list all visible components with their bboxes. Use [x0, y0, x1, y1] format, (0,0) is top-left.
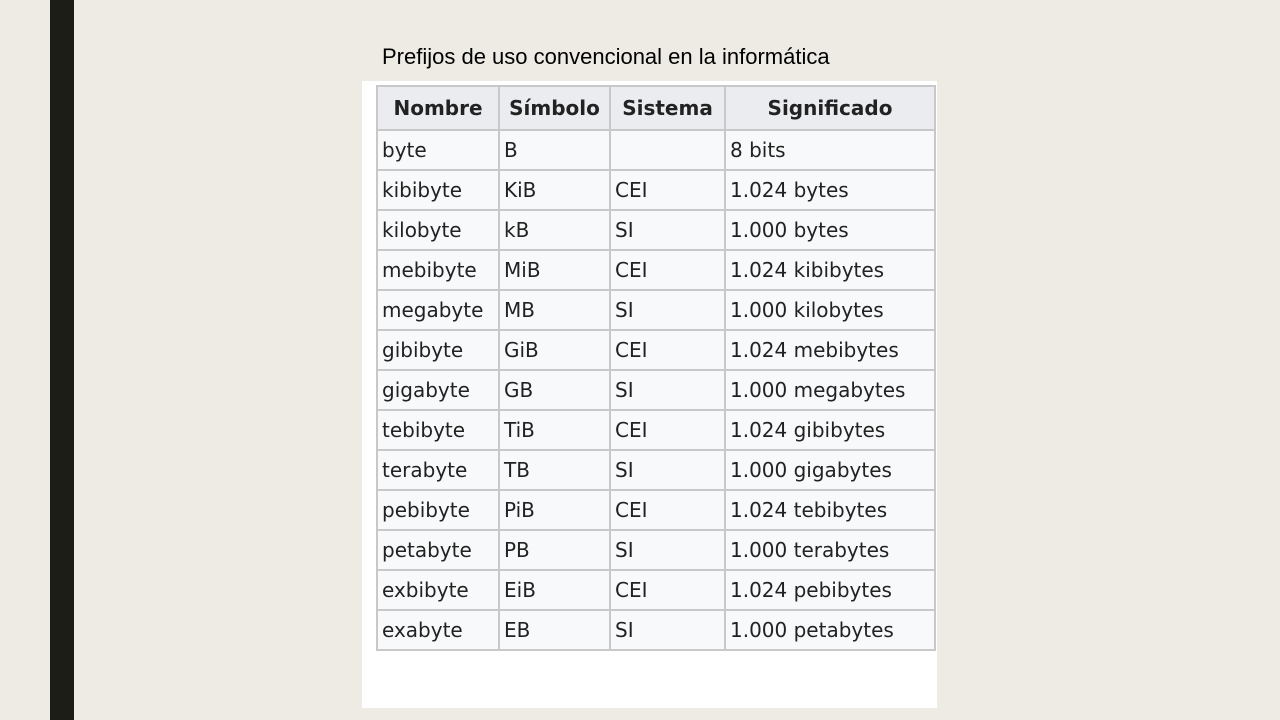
cell-simbolo: MB [499, 290, 610, 330]
cell-sistema: CEI [610, 170, 725, 210]
table-row [377, 450, 935, 490]
cell-nombre: gibibyte [377, 330, 499, 370]
cell-nombre: megabyte [377, 290, 499, 330]
table-row [377, 290, 935, 330]
cell-simbolo: GB [499, 370, 610, 410]
cell-nombre: tebibyte [377, 410, 499, 450]
cell-significado: 1.000 gigabytes [725, 450, 935, 490]
table-header-row [377, 86, 935, 130]
cell-nombre: mebibyte [377, 250, 499, 290]
cell-nombre: exabyte [377, 610, 499, 650]
cell-simbolo: EB [499, 610, 610, 650]
cell-sistema: SI [610, 530, 725, 570]
cell-simbolo: PiB [499, 490, 610, 530]
cell-nombre: kibibyte [377, 170, 499, 210]
cell-significado: 1.024 pebibytes [725, 570, 935, 610]
cell-significado: 1.024 bytes [725, 170, 935, 210]
header-sistema: Sistema [610, 86, 725, 130]
cell-nombre: exbibyte [377, 570, 499, 610]
table-body [377, 130, 935, 650]
cell-sistema: CEI [610, 490, 725, 530]
table-row [377, 410, 935, 450]
cell-significado: 1.000 bytes [725, 210, 935, 250]
accent-side-bar [50, 0, 74, 720]
cell-sistema: SI [610, 450, 725, 490]
cell-sistema: CEI [610, 410, 725, 450]
table-row [377, 130, 935, 170]
header-nombre: Nombre [377, 86, 499, 130]
header-significado: Significado [725, 86, 935, 130]
cell-sistema: CEI [610, 250, 725, 290]
table-row [377, 250, 935, 290]
table-row [377, 370, 935, 410]
cell-simbolo: TiB [499, 410, 610, 450]
table-row [377, 170, 935, 210]
table-row [377, 490, 935, 530]
cell-sistema: CEI [610, 570, 725, 610]
cell-significado: 1.000 kilobytes [725, 290, 935, 330]
cell-nombre: gigabyte [377, 370, 499, 410]
cell-simbolo: EiB [499, 570, 610, 610]
cell-significado: 1.024 gibibytes [725, 410, 935, 450]
cell-significado: 1.000 terabytes [725, 530, 935, 570]
cell-nombre: kilobyte [377, 210, 499, 250]
table-row [377, 330, 935, 370]
cell-simbolo: TB [499, 450, 610, 490]
table-panel [362, 81, 937, 708]
table-row [377, 210, 935, 250]
cell-sistema: SI [610, 290, 725, 330]
cell-simbolo: B [499, 130, 610, 170]
cell-sistema: CEI [610, 330, 725, 370]
cell-significado: 8 bits [725, 130, 935, 170]
cell-significado: 1.024 tebibytes [725, 490, 935, 530]
cell-significado: 1.024 mebibytes [725, 330, 935, 370]
cell-significado: 1.000 petabytes [725, 610, 935, 650]
cell-nombre: pebibyte [377, 490, 499, 530]
cell-sistema [610, 130, 725, 170]
header-simbolo: Símbolo [499, 86, 610, 130]
cell-significado: 1.000 megabytes [725, 370, 935, 410]
table-row [377, 570, 935, 610]
cell-simbolo: GiB [499, 330, 610, 370]
cell-sistema: SI [610, 610, 725, 650]
cell-simbolo: KiB [499, 170, 610, 210]
cell-sistema: SI [610, 370, 725, 410]
table-row [377, 530, 935, 570]
table-row [377, 610, 935, 650]
cell-simbolo: kB [499, 210, 610, 250]
cell-sistema: SI [610, 210, 725, 250]
cell-nombre: petabyte [377, 530, 499, 570]
prefix-table [376, 85, 936, 651]
cell-significado: 1.024 kibibytes [725, 250, 935, 290]
cell-nombre: terabyte [377, 450, 499, 490]
cell-simbolo: MiB [499, 250, 610, 290]
cell-simbolo: PB [499, 530, 610, 570]
cell-nombre: byte [377, 130, 499, 170]
slide-title: Prefijos de uso convencional en la informática [382, 44, 830, 69]
